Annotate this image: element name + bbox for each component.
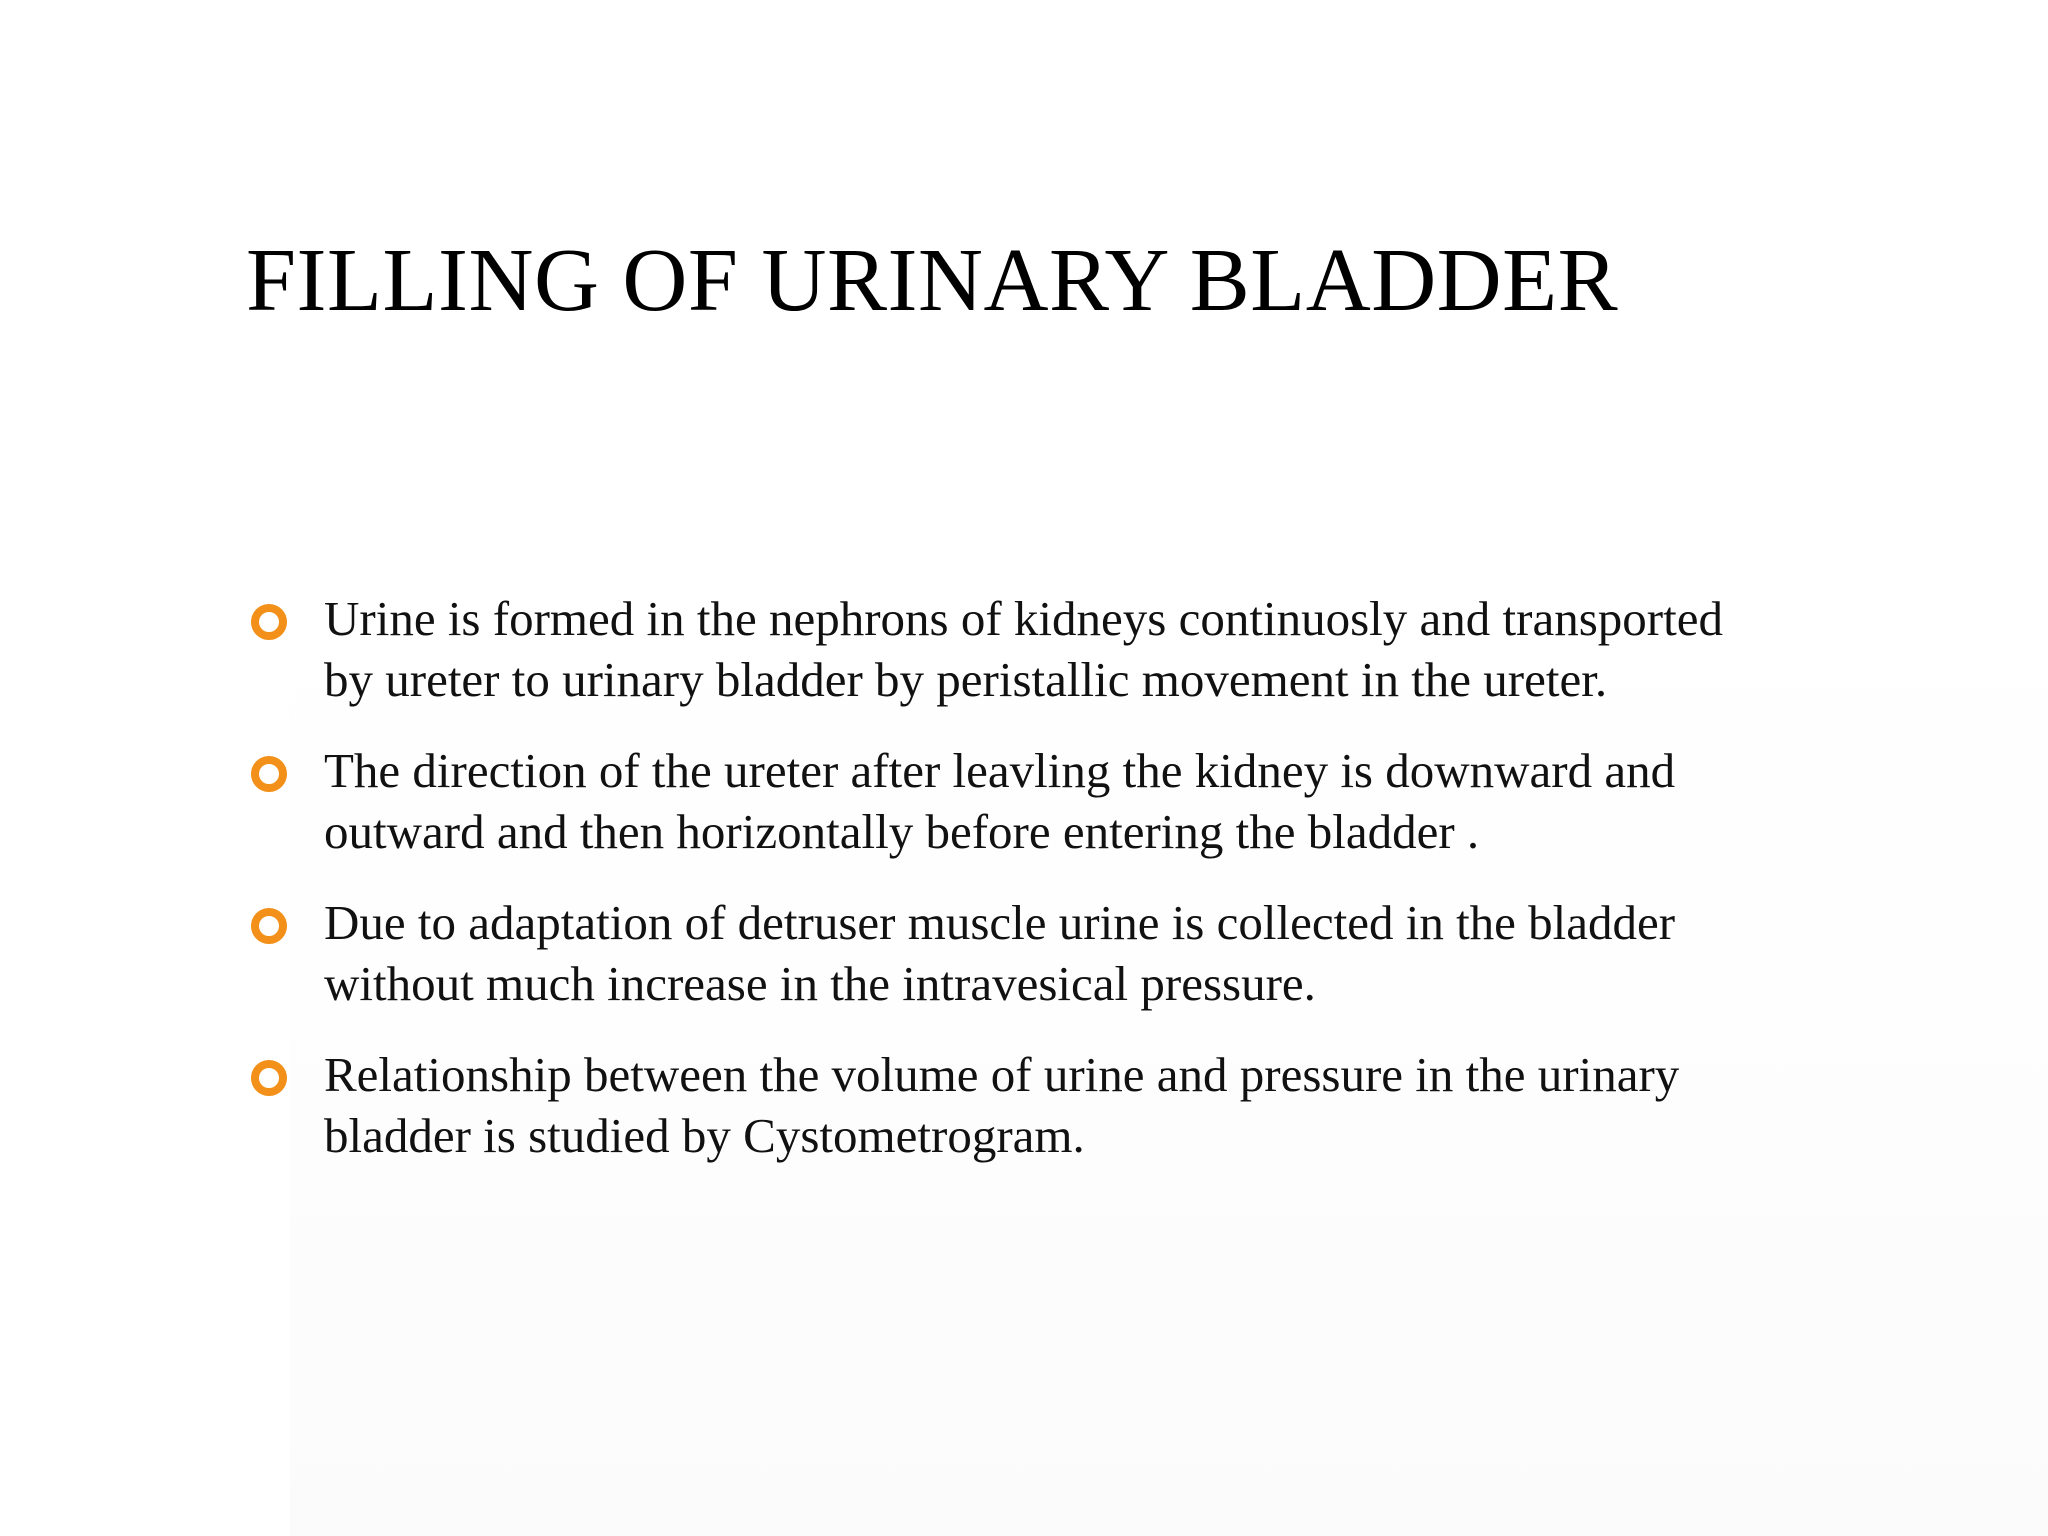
bullet-item [246,1044,1806,1166]
bullet-list [246,588,1806,1196]
ring-bullet-icon [251,908,287,944]
bullet-item [246,588,1806,710]
ring-bullet-icon [251,756,287,792]
bullet-item [246,740,1806,862]
bullet-text: Urine is formed in the nephrons of kidneys continuosly and transported by ureter to urinary bladder by peristallic movement in the ureter. [324,591,1723,707]
bullet-item [246,892,1806,1014]
ring-bullet-icon [251,1060,287,1096]
bullet-text: Due to adaptation of detruser muscle urine is collected in the bladder without much increase in the intravesical pressure. [324,895,1676,1011]
ring-bullet-icon [251,604,287,640]
slide-title: FILLING OF URINARY BLADDER [246,231,1619,330]
bullet-text: Relationship between the volume of urine and pressure in the urinary bladder is studied by Cystometrogram. [324,1047,1680,1163]
bullet-text: The direction of the ureter after leavling the kidney is downward and outward and then horizontally before entering the bladder . [324,743,1676,859]
